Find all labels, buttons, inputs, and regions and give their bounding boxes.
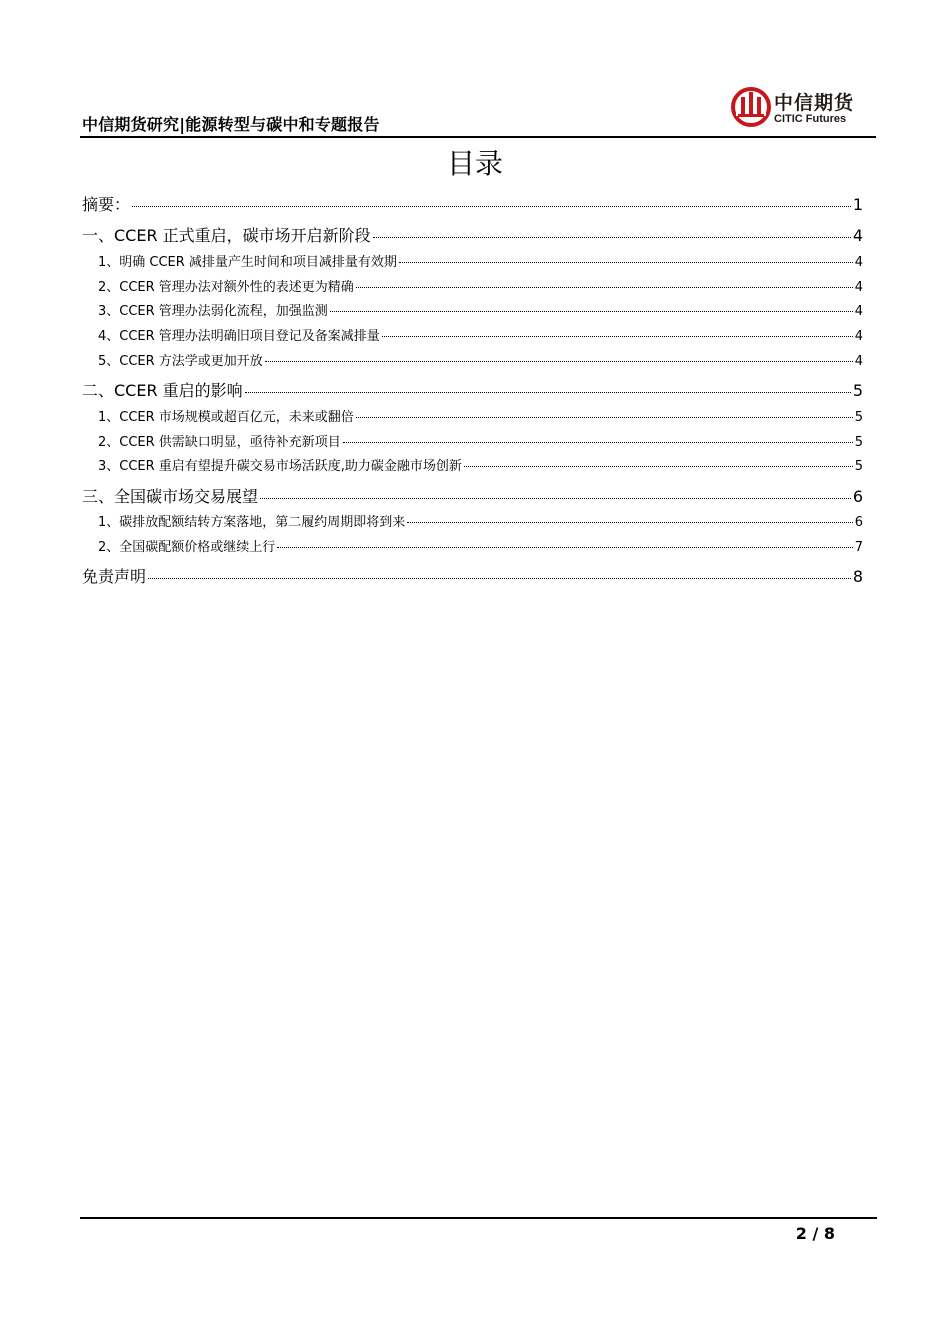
footer-divider — [80, 1217, 877, 1219]
toc-leader-dots — [382, 336, 853, 337]
toc-leader-dots — [399, 262, 853, 263]
citic-futures-logo — [730, 86, 870, 130]
toc-entry-page: 5 — [854, 410, 863, 425]
toc-entry-text: 二、CCER 重启的影响 — [82, 381, 243, 400]
toc-entry-page: 4 — [854, 354, 863, 369]
toc-leader-dots — [356, 287, 853, 288]
page-indicator: 2 / 8 — [795, 1224, 835, 1243]
header-divider — [80, 136, 876, 138]
toc-entry-page: 6 — [854, 515, 863, 530]
toc-entry-text: 三、全国碳市场交易展望 — [82, 487, 259, 506]
citic-logo-icon — [730, 86, 772, 128]
report-header-title: 中信期货研究|能源转型与碳中和专题报告 — [82, 115, 380, 134]
toc-entry-text: 3、CCER 管理办法弱化流程，加强监测 — [98, 304, 328, 319]
toc-leader-dots — [245, 392, 851, 393]
toc-entry-page: 5 — [854, 459, 863, 474]
toc-leader-dots — [343, 442, 853, 443]
toc-entry-text: 1、明确 CCER 减排量产生时间和项目减排量有效期 — [98, 255, 397, 270]
toc-entry-abstract[interactable] — [82, 192, 863, 218]
toc-entry-section-3[interactable] — [82, 484, 863, 510]
toc-entry-text: 2、CCER 供需缺口明显，亟待补充新项目 — [98, 435, 341, 450]
toc-entry-section-3-1[interactable] — [82, 512, 863, 534]
toc-entry-section-2[interactable] — [82, 378, 863, 404]
toc-entry-section-2-3[interactable] — [82, 456, 863, 478]
toc-entry-page: 6 — [852, 487, 863, 506]
toc-leader-dots — [132, 206, 851, 207]
toc-entry-text: 摘要： — [82, 195, 131, 214]
logo-chinese-name: 中信期货 — [774, 92, 855, 114]
toc-entry-section-1-4[interactable] — [82, 326, 863, 348]
toc-entry-text: 2、全国碳配额价格或继续上行 — [98, 540, 276, 555]
toc-entry-page: 1 — [852, 195, 863, 214]
toc-entry-page: 4 — [854, 255, 863, 270]
toc-leader-dots — [330, 311, 853, 312]
toc-entry-page: 7 — [854, 540, 863, 555]
toc-entry-page: 5 — [854, 435, 863, 450]
toc-title: 目录 — [446, 147, 503, 180]
toc-entry-text: 一、CCER 正式重启，碳市场开启新阶段 — [82, 226, 371, 245]
toc-entry-page: 4 — [854, 329, 863, 344]
toc-leader-dots — [265, 361, 853, 362]
toc-entry-section-1-2[interactable] — [82, 277, 863, 299]
toc-entry-page: 4 — [852, 226, 863, 245]
toc-entry-section-2-2[interactable] — [82, 432, 863, 454]
toc-entry-section-1-5[interactable] — [82, 351, 863, 373]
toc-entry-text: 3、CCER 重启有望提升碳交易市场活跃度,助力碳金融市场创新 — [98, 459, 462, 474]
toc-entry-page: 5 — [852, 381, 863, 400]
toc-leader-dots — [407, 522, 852, 523]
toc-leader-dots — [373, 237, 851, 238]
toc-entry-text: 2、CCER 管理办法对额外性的表述更为精确 — [98, 280, 354, 295]
toc-entry-section-1-3[interactable] — [82, 301, 863, 323]
toc-entry-text: 5、CCER 方法学或更加开放 — [98, 354, 263, 369]
toc-entry-page: 8 — [852, 567, 863, 586]
logo-english-name: CITIC Futures — [774, 113, 847, 125]
toc-entry-text: 1、碳排放配额结转方案落地，第二履约周期即将到来 — [98, 515, 406, 530]
toc-entry-page: 4 — [854, 280, 863, 295]
toc-entry-disclaimer[interactable] — [82, 564, 863, 590]
toc-leader-dots — [356, 417, 853, 418]
toc-entry-page: 4 — [854, 304, 863, 319]
toc-leader-dots — [260, 498, 851, 499]
toc-entry-section-2-1[interactable] — [82, 407, 863, 429]
toc-entry-text: 1、CCER 市场规模或超百亿元，未来或翻倍 — [98, 410, 354, 425]
toc-entry-text: 免责声明 — [82, 567, 147, 586]
toc-leader-dots — [148, 578, 851, 579]
toc-entry-section-1-1[interactable] — [82, 252, 863, 274]
toc-entry-text: 4、CCER 管理办法明确旧项目登记及备案减排量 — [98, 329, 380, 344]
toc-leader-dots — [277, 547, 852, 548]
toc-entry-section-1[interactable] — [82, 223, 863, 249]
toc-entry-section-3-2[interactable] — [82, 537, 863, 559]
toc-leader-dots — [464, 466, 853, 467]
